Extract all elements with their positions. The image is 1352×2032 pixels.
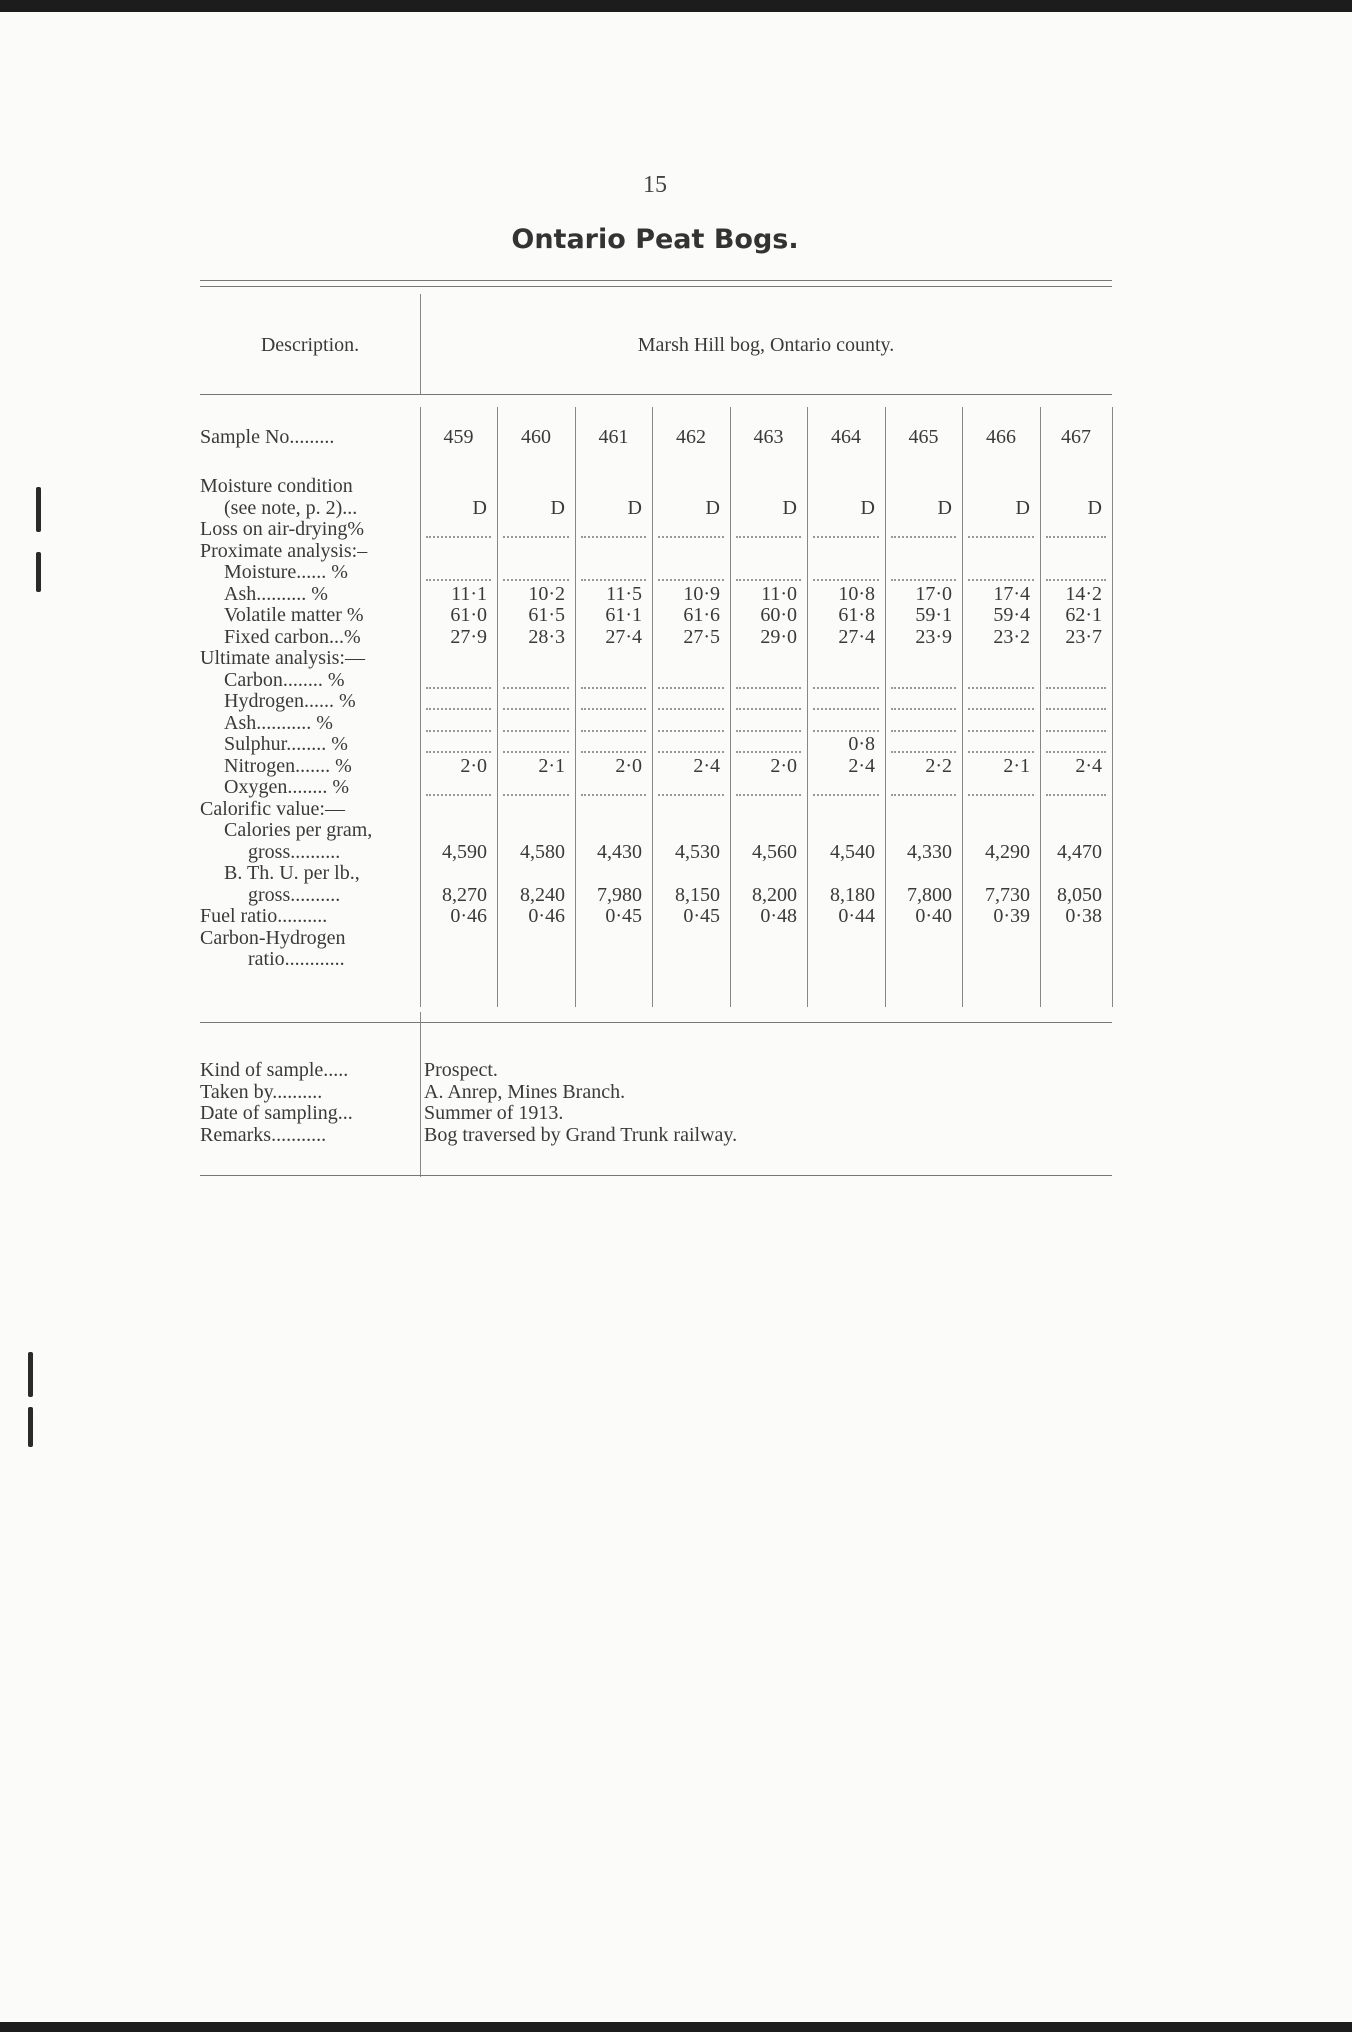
dot-leader xyxy=(891,730,956,732)
dot-leader xyxy=(1046,751,1106,753)
data-cell: 4,330 xyxy=(907,840,952,863)
data-cell: 23·2 xyxy=(993,625,1030,648)
data-cell: 29·0 xyxy=(760,625,797,648)
column-divider xyxy=(652,407,653,1007)
row-label: gross.......... xyxy=(248,883,341,906)
dot-leader xyxy=(813,536,879,538)
dot-leader xyxy=(813,730,879,732)
data-cell: 8,180 xyxy=(830,883,875,906)
dot-leader xyxy=(1046,579,1106,581)
footer-label: Taken by.......... xyxy=(200,1080,323,1103)
column-divider xyxy=(962,407,963,1007)
column-divider xyxy=(807,407,808,1007)
dot-leader xyxy=(1046,536,1106,538)
column-divider xyxy=(497,407,498,1007)
data-cell: 4,290 xyxy=(985,840,1030,863)
data-cell: 61·1 xyxy=(605,604,642,626)
data-cell: 7,730 xyxy=(985,883,1030,906)
dot-leader xyxy=(968,751,1034,753)
data-cell: 4,590 xyxy=(442,840,487,863)
data-cell: 27·9 xyxy=(450,625,487,648)
dot-leader xyxy=(581,794,646,796)
footer-label: Date of sampling... xyxy=(200,1102,353,1124)
data-cell: 8,200 xyxy=(752,883,797,906)
dot-leader xyxy=(736,708,801,710)
dot-leader xyxy=(736,794,801,796)
data-cell: 62·1 xyxy=(1065,604,1102,626)
footer-label: Remarks........... xyxy=(200,1123,327,1146)
row-label: Sulphur........ % xyxy=(224,733,348,755)
dot-leader xyxy=(503,794,569,796)
row-label: Ash........... % xyxy=(224,711,333,734)
row-label: Loss on air-drying% xyxy=(200,518,365,540)
data-cell: 7,980 xyxy=(597,883,642,906)
body-bottom-rule xyxy=(200,1022,1112,1023)
column-divider xyxy=(1040,407,1041,1007)
row-label: Calories per gram, xyxy=(224,819,373,841)
column-divider xyxy=(1112,407,1113,1007)
dot-leader xyxy=(813,794,879,796)
data-cell: 0·38 xyxy=(1065,905,1102,927)
data-cell: 0·40 xyxy=(915,905,952,927)
top-rule xyxy=(200,286,1112,287)
data-cell: 27·5 xyxy=(683,625,720,648)
data-cell: 59·1 xyxy=(915,604,952,626)
dot-leader xyxy=(581,536,646,538)
sample-number: 465 xyxy=(908,426,939,448)
dot-leader xyxy=(891,794,956,796)
data-cell: 28·3 xyxy=(528,625,565,648)
data-cell: 17·0 xyxy=(915,582,952,605)
footer-value: Prospect. xyxy=(424,1059,498,1081)
dot-leader xyxy=(891,687,956,689)
dot-leader xyxy=(658,730,724,732)
dot-leader xyxy=(426,751,491,753)
data-cell: 4,540 xyxy=(830,840,875,863)
dot-leader xyxy=(658,708,724,710)
sample-number: 460 xyxy=(521,426,551,448)
dot-leader xyxy=(426,579,491,581)
column-divider xyxy=(420,407,421,1007)
dot-leader xyxy=(891,579,956,581)
dot-leader xyxy=(426,730,491,732)
sample-number: 463 xyxy=(753,426,784,448)
data-cell: 7,800 xyxy=(907,883,952,906)
dot-leader xyxy=(658,687,724,689)
dot-leader xyxy=(968,708,1034,710)
data-cell: 17·4 xyxy=(993,582,1030,605)
column-divider xyxy=(885,407,886,1007)
data-cell: 61·6 xyxy=(683,604,720,626)
sample-number: 462 xyxy=(676,426,706,448)
binding-mark xyxy=(36,552,41,592)
dot-leader xyxy=(426,794,491,796)
binding-mark xyxy=(28,1352,33,1397)
data-cell: 11·0 xyxy=(761,582,797,605)
dot-leader xyxy=(1046,708,1106,710)
data-cell: 2·4 xyxy=(848,754,875,777)
dot-leader xyxy=(503,751,569,753)
dot-leader xyxy=(658,794,724,796)
bog-header: Marsh Hill bog, Ontario county. xyxy=(637,334,895,356)
data-cell: 60·0 xyxy=(760,604,797,626)
data-cell: 11·5 xyxy=(606,582,642,605)
data-cell: 8,150 xyxy=(675,883,720,906)
data-cell: D xyxy=(550,496,565,519)
dot-leader xyxy=(891,708,956,710)
row-label: Ultimate analysis:— xyxy=(200,647,365,669)
row-label: Proximate analysis:– xyxy=(200,539,368,562)
data-cell: 2·4 xyxy=(693,754,720,777)
dot-leader xyxy=(1046,794,1106,796)
row-label: Nitrogen....... % xyxy=(224,754,352,777)
dot-leader xyxy=(503,730,569,732)
dot-leader xyxy=(581,579,646,581)
row-label: Fixed carbon...% xyxy=(224,625,361,648)
footer-value: Bog traversed by Grand Trunk railway. xyxy=(424,1123,738,1146)
dot-leader xyxy=(1046,730,1106,732)
data-cell: D xyxy=(782,496,797,519)
footer-divider xyxy=(420,1012,421,1177)
sample-number: 461 xyxy=(598,426,629,448)
dot-leader xyxy=(968,687,1034,689)
sample-number: 459 xyxy=(443,426,474,448)
sample-number: 466 xyxy=(986,426,1016,448)
data-cell: D xyxy=(1087,496,1102,519)
data-cell: 10·2 xyxy=(528,582,565,605)
sample-label: Sample No......... xyxy=(200,426,335,448)
data-cell: 10·9 xyxy=(683,582,720,605)
sample-number: 467 xyxy=(1061,426,1091,448)
data-cell: 4,430 xyxy=(597,840,642,863)
data-cell: D xyxy=(627,496,642,519)
row-label: Calorific value:— xyxy=(200,797,345,820)
dot-leader xyxy=(968,794,1034,796)
column-divider xyxy=(730,407,731,1007)
data-cell: D xyxy=(472,496,487,519)
data-cell: 2·2 xyxy=(925,754,952,777)
dot-leader xyxy=(813,579,879,581)
dot-leader xyxy=(503,708,569,710)
dot-leader xyxy=(891,751,956,753)
data-cell: 0·45 xyxy=(683,905,720,927)
dot-leader xyxy=(581,687,646,689)
dot-leader xyxy=(736,687,801,689)
dot-leader xyxy=(968,536,1034,538)
bottom-rule xyxy=(200,1175,1112,1176)
data-cell: 27·4 xyxy=(838,625,875,648)
data-cell: D xyxy=(860,496,875,519)
sample-number: 464 xyxy=(831,426,861,448)
row-label: Moisture...... % xyxy=(224,561,348,583)
dot-leader xyxy=(658,579,724,581)
dot-leader xyxy=(658,751,724,753)
row-label: Oxygen........ % xyxy=(224,776,349,798)
data-cell: 10·8 xyxy=(838,582,875,605)
data-cell: 0·46 xyxy=(528,905,565,927)
row-label: B. Th. U. per lb., xyxy=(224,862,360,884)
data-cell: 59·4 xyxy=(993,604,1030,626)
column-divider xyxy=(575,407,576,1007)
document-page xyxy=(0,12,1352,2022)
row-label: gross.......... xyxy=(248,840,341,863)
page-title: Ontario Peat Bogs. xyxy=(511,224,799,255)
dot-leader xyxy=(968,730,1034,732)
data-cell: D xyxy=(705,496,720,519)
data-cell: 8,270 xyxy=(442,883,487,906)
data-cell: 0·46 xyxy=(450,905,487,927)
dot-leader xyxy=(736,579,801,581)
data-cell: 23·9 xyxy=(915,625,952,648)
data-cell: 14·2 xyxy=(1065,582,1102,605)
binding-mark xyxy=(36,487,41,532)
dot-leader xyxy=(891,536,956,538)
data-cell: 61·0 xyxy=(450,604,487,626)
description-header: Description. xyxy=(260,334,360,356)
row-label: ratio............ xyxy=(248,948,345,970)
data-cell: 4,580 xyxy=(520,840,565,863)
row-label: Moisture condition xyxy=(200,475,353,497)
dot-leader xyxy=(813,687,879,689)
dot-leader xyxy=(503,536,569,538)
data-cell: 61·5 xyxy=(528,604,565,626)
dot-leader xyxy=(736,730,801,732)
dot-leader xyxy=(426,687,491,689)
data-cell: 8,240 xyxy=(520,883,565,906)
row-label: Hydrogen...... % xyxy=(224,690,356,712)
data-cell: 8,050 xyxy=(1057,883,1102,906)
top-rule xyxy=(200,280,1112,281)
dot-leader xyxy=(581,751,646,753)
data-cell: D xyxy=(937,496,952,519)
dot-leader xyxy=(426,708,491,710)
row-label: Ash.......... % xyxy=(224,582,328,605)
data-cell: 61·8 xyxy=(838,604,875,626)
data-cell: 2·0 xyxy=(460,754,487,777)
dot-leader xyxy=(658,536,724,538)
data-cell: 2·1 xyxy=(1003,754,1030,777)
data-cell: 2·1 xyxy=(538,754,565,777)
data-cell: 23·7 xyxy=(1065,625,1102,648)
data-cell: 0·45 xyxy=(605,905,642,927)
data-cell: 0·48 xyxy=(760,905,797,927)
row-label: (see note, p. 2)... xyxy=(224,496,358,519)
dot-leader xyxy=(736,751,801,753)
data-cell: 2·0 xyxy=(770,754,797,777)
data-cell: 0·44 xyxy=(838,905,875,927)
data-cell: 0·39 xyxy=(993,905,1030,927)
dot-leader xyxy=(813,708,879,710)
footer-value: Summer of 1913. xyxy=(424,1102,564,1124)
footer-label: Kind of sample..... xyxy=(200,1059,349,1081)
dot-leader xyxy=(426,536,491,538)
binding-mark xyxy=(28,1407,33,1447)
header-rule xyxy=(200,394,1112,395)
data-cell: 2·4 xyxy=(1075,754,1102,777)
data-cell: 27·4 xyxy=(605,625,642,648)
data-cell: 2·0 xyxy=(615,754,642,777)
dot-leader xyxy=(503,687,569,689)
dot-leader xyxy=(968,579,1034,581)
data-cell: 11·1 xyxy=(451,582,487,605)
dot-leader xyxy=(1046,687,1106,689)
row-label: Carbon........ % xyxy=(224,668,345,691)
data-cell: 4,560 xyxy=(752,840,797,863)
dot-leader xyxy=(581,730,646,732)
data-cell: 4,530 xyxy=(675,840,720,863)
footer-value: A. Anrep, Mines Branch. xyxy=(424,1080,626,1103)
row-label: Volatile matter % xyxy=(224,604,364,626)
dot-leader xyxy=(503,579,569,581)
dot-leader xyxy=(736,536,801,538)
data-cell: D xyxy=(1015,496,1030,519)
row-label: Carbon-Hydrogen xyxy=(200,926,346,949)
page-number: 15 xyxy=(643,172,667,198)
data-cell: 0·8 xyxy=(848,733,875,755)
row-label: Fuel ratio.......... xyxy=(200,905,328,927)
data-cell: 4,470 xyxy=(1057,840,1102,863)
dot-leader xyxy=(581,708,646,710)
